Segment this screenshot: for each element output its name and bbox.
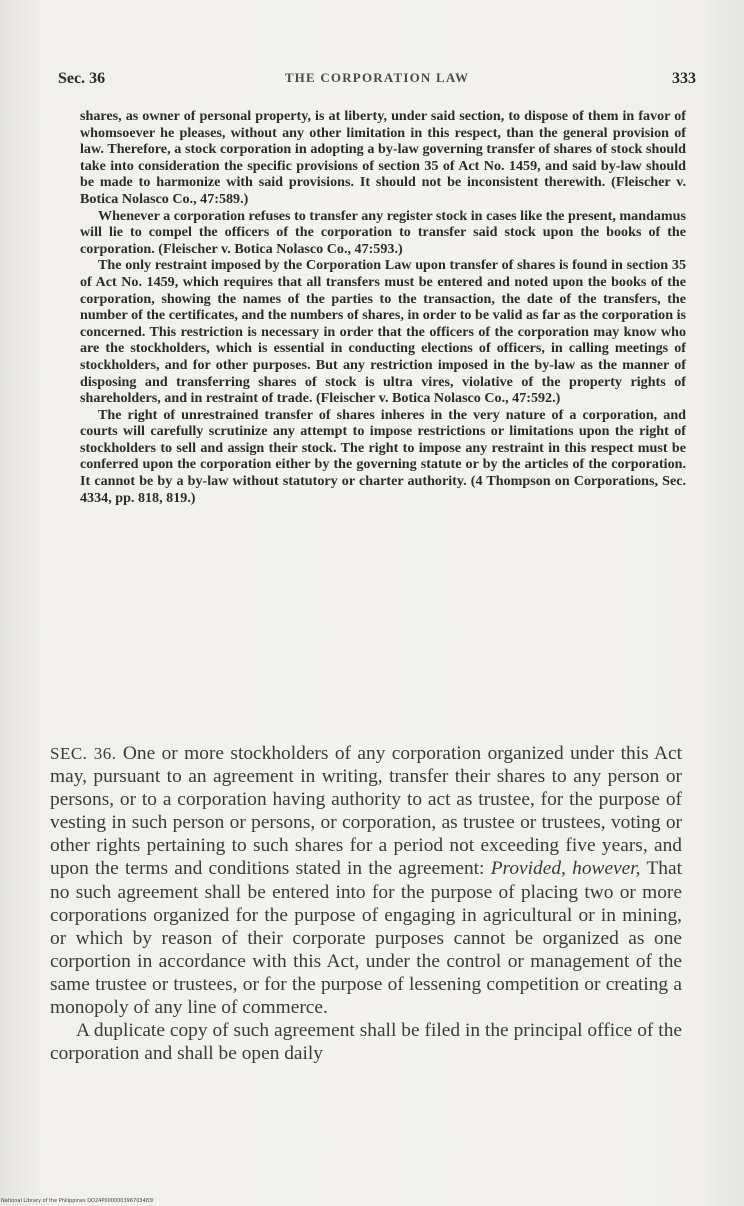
- section-paragraph: A duplicate copy of such agreement shall be filed in the principal office of the corporation and shall be open daily: [50, 1020, 682, 1065]
- section-body-part1: One or more stockholders of any corporation organized under this Act may, pursuant to an agreement in writing, transfer their shares to any person or persons, or to a corporation having authority to act as trustee, for the purpose of vesting in such person or persons, or corporation, as trustee or trustees, voting or other rights pertaining to such shares for a period not exceeding five years, and upon the terms and conditions stated in the agreement:: [50, 743, 682, 880]
- section-number: SEC. 36.: [50, 744, 117, 763]
- proviso-phrase: Provided, however,: [490, 858, 641, 880]
- annotation-paragraph: The only restraint imposed by the Corporation Law upon transfer of shares is found in section 35 of Act No. 1459, which requires that all transfers must be entered and noted upon the books of the corporation, showing the names of the parties to the transaction, the date of the transfers, the number of the certificates, and the numbers of shares, in order to be valid as far as the corporation is concerned. This restriction is necessary in order that the officers of the corporation may know who are the stockholders, which is essential in conducting elections of officers, in calling meetings of stockholders, and for other purposes. But any restriction imposed in the by-law as the manner of disposing and transferring shares of stock is ultra vires, violative of the property rights of shareholders, and in restraint of trade. (Fleischer v. Botica Nolasco Co., 47:592.): [80, 257, 686, 407]
- annotation-paragraph: Whenever a corporation refuses to transfer any register stock in cases like the present, mandamus will lie to compel the officers of the corporation to transfer said stock upon the books of the corporation. (Fleischer v. Botica Nolasco Co., 47:593.): [80, 207, 686, 257]
- annotation-paragraph: The right of unrestrained transfer of shares inheres in the very nature of a corporation, and courts will carefully scrutinize any attempt to impose restrictions or limitations upon the right of stockholders to sell and assign their stock. The right to impose any restraint in this respect must be conferred upon the corporation either by the governing statute or by the articles of the corporation. It cannot be by a by-law without statutory or charter authority. (4 Thompson on Corporations, Sec. 4334, pp. 818, 819.): [80, 406, 686, 506]
- section-body-part2: That no such agreement shall be entered into for the purpose of placing two or more corporations organized for the purpose of engaging in agricultural or in mining, or which by reason of their corporate purposes cannot be organized as one corportion in accordance with this Act, under the control or management of the same trustee or trustees, or for the purpose of lessening competition or creating a monopoly of any line of commerce.: [50, 858, 682, 1019]
- running-header: [58, 70, 696, 94]
- annotation-paragraph: shares, as owner of personal property, is at liberty, under said section, to dispose of them in favor of whomsoever he pleases, without any other limitation in this respect, than the general provision of law. Therefore, a stock corporation in adopting a by-law governing transfer of shares of stock should take into consideration the specific provisions of section 35 of Act No. 1459, and said by-law should be made to harmonize with said provisions. It should not be inconsistent therewith. (Fleischer v. Botica Nolasco Co., 47:589.): [80, 108, 686, 207]
- page-number: 333: [672, 70, 696, 87]
- section-label: Sec. 36: [58, 70, 106, 87]
- section-paragraph: [50, 742, 682, 1019]
- running-title: THE CORPORATION LAW: [284, 70, 470, 85]
- case-annotations: [80, 108, 686, 506]
- scan-footer: National Library of the Philippines DO24P000000396703483I: [1, 1198, 154, 1204]
- statute-section: [50, 742, 682, 1065]
